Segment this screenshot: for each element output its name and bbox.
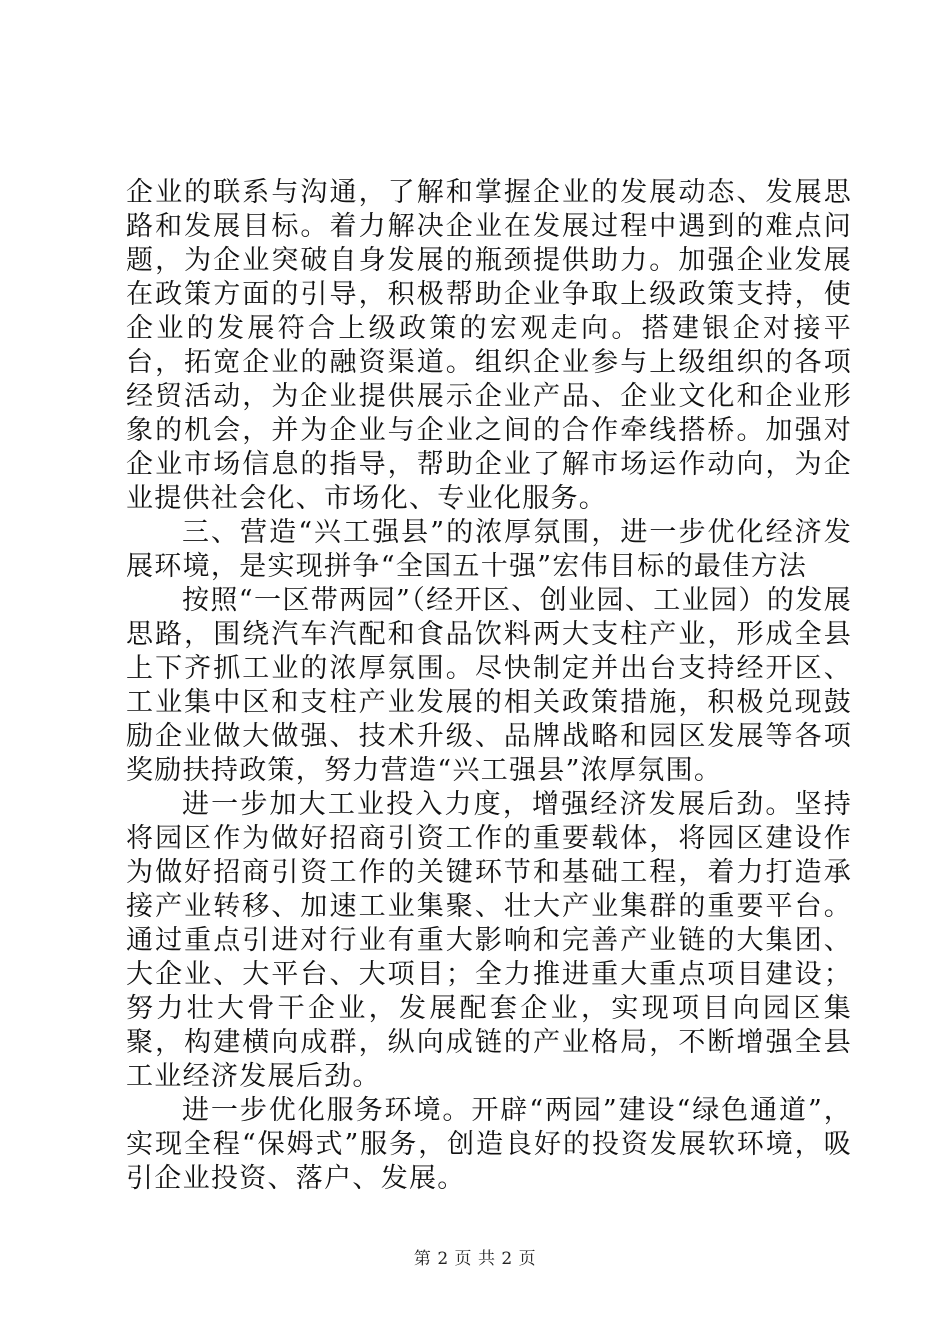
- document-body: [126, 176, 852, 1196]
- paragraph-service-environment: 进一步优化服务环境。开辟“两园”建设“绿色通道”，实现全程“保姆式”服务，创造良好的投资发展软环境，吸引企业投资、落户、发展。: [126, 1095, 852, 1194]
- paragraph-industrial-investment: 进一步加大工业投入力度，增强经济发展后劲。坚持将园区作为做好招商引资工作的重要载体，将园区建设作为做好招商引资工作的关键环节和基础工程，着力打造承接产业转移、加速工业集聚、壮大产业集群的重要平台。通过重点引进对行业有重大影响和完善产业链的大集团、大企业、大平台、大项目；全力推进重大重点项目建设；努力壮大骨干企业，发展配套企业，实现项目向园区集聚，构建横向成群，纵向成链的产业格局，不断增强全县工业经济发展后劲。: [126, 789, 852, 1092]
- page-number-label: 第 2 页 共 2 页: [413, 1249, 537, 1269]
- paragraph-development-plan: 按照“一区带两园”（经开区、创业园、工业园）的发展思路，围绕汽车汽配和食品饮料两大支柱产业，形成全县上下齐抓工业的浓厚氛围。尽快制定并出台支持经开区、工业集中区和支柱产业发展的相关政策措施，积极兑现鼓励企业做大做强、技术升级、品牌战略和园区发展等各项奖励扶持政策，努力营造“兴工强县”浓厚氛围。: [126, 585, 852, 786]
- section-heading-3: 三、营造“兴工强县”的浓厚氛围，进一步优化经济发展环境，是实现拼争“全国五十强”宏伟目标的最佳方法: [126, 517, 852, 582]
- paragraph-continuation: 企业的联系与沟通，了解和掌握企业的发展动态、发展思路和发展目标。着力解决企业在发展过程中遇到的难点问题，为企业突破自身发展的瓶颈提供助力。加强企业发展在政策方面的引导，积极帮助企业争取上级政策支持，使企业的发展符合上级政策的宏观走向。搭建银企对接平台，拓宽企业的融资渠道。组织企业参与上级组织的各项经贸活动，为企业提供展示企业产品、企业文化和企业形象的机会，并为企业与企业之间的合作牵线搭桥。加强对企业市场信息的指导，帮助企业了解市场运作动向，为企业提供社会化、市场化、专业化服务。: [126, 177, 852, 514]
- page-footer: [0, 1248, 950, 1270]
